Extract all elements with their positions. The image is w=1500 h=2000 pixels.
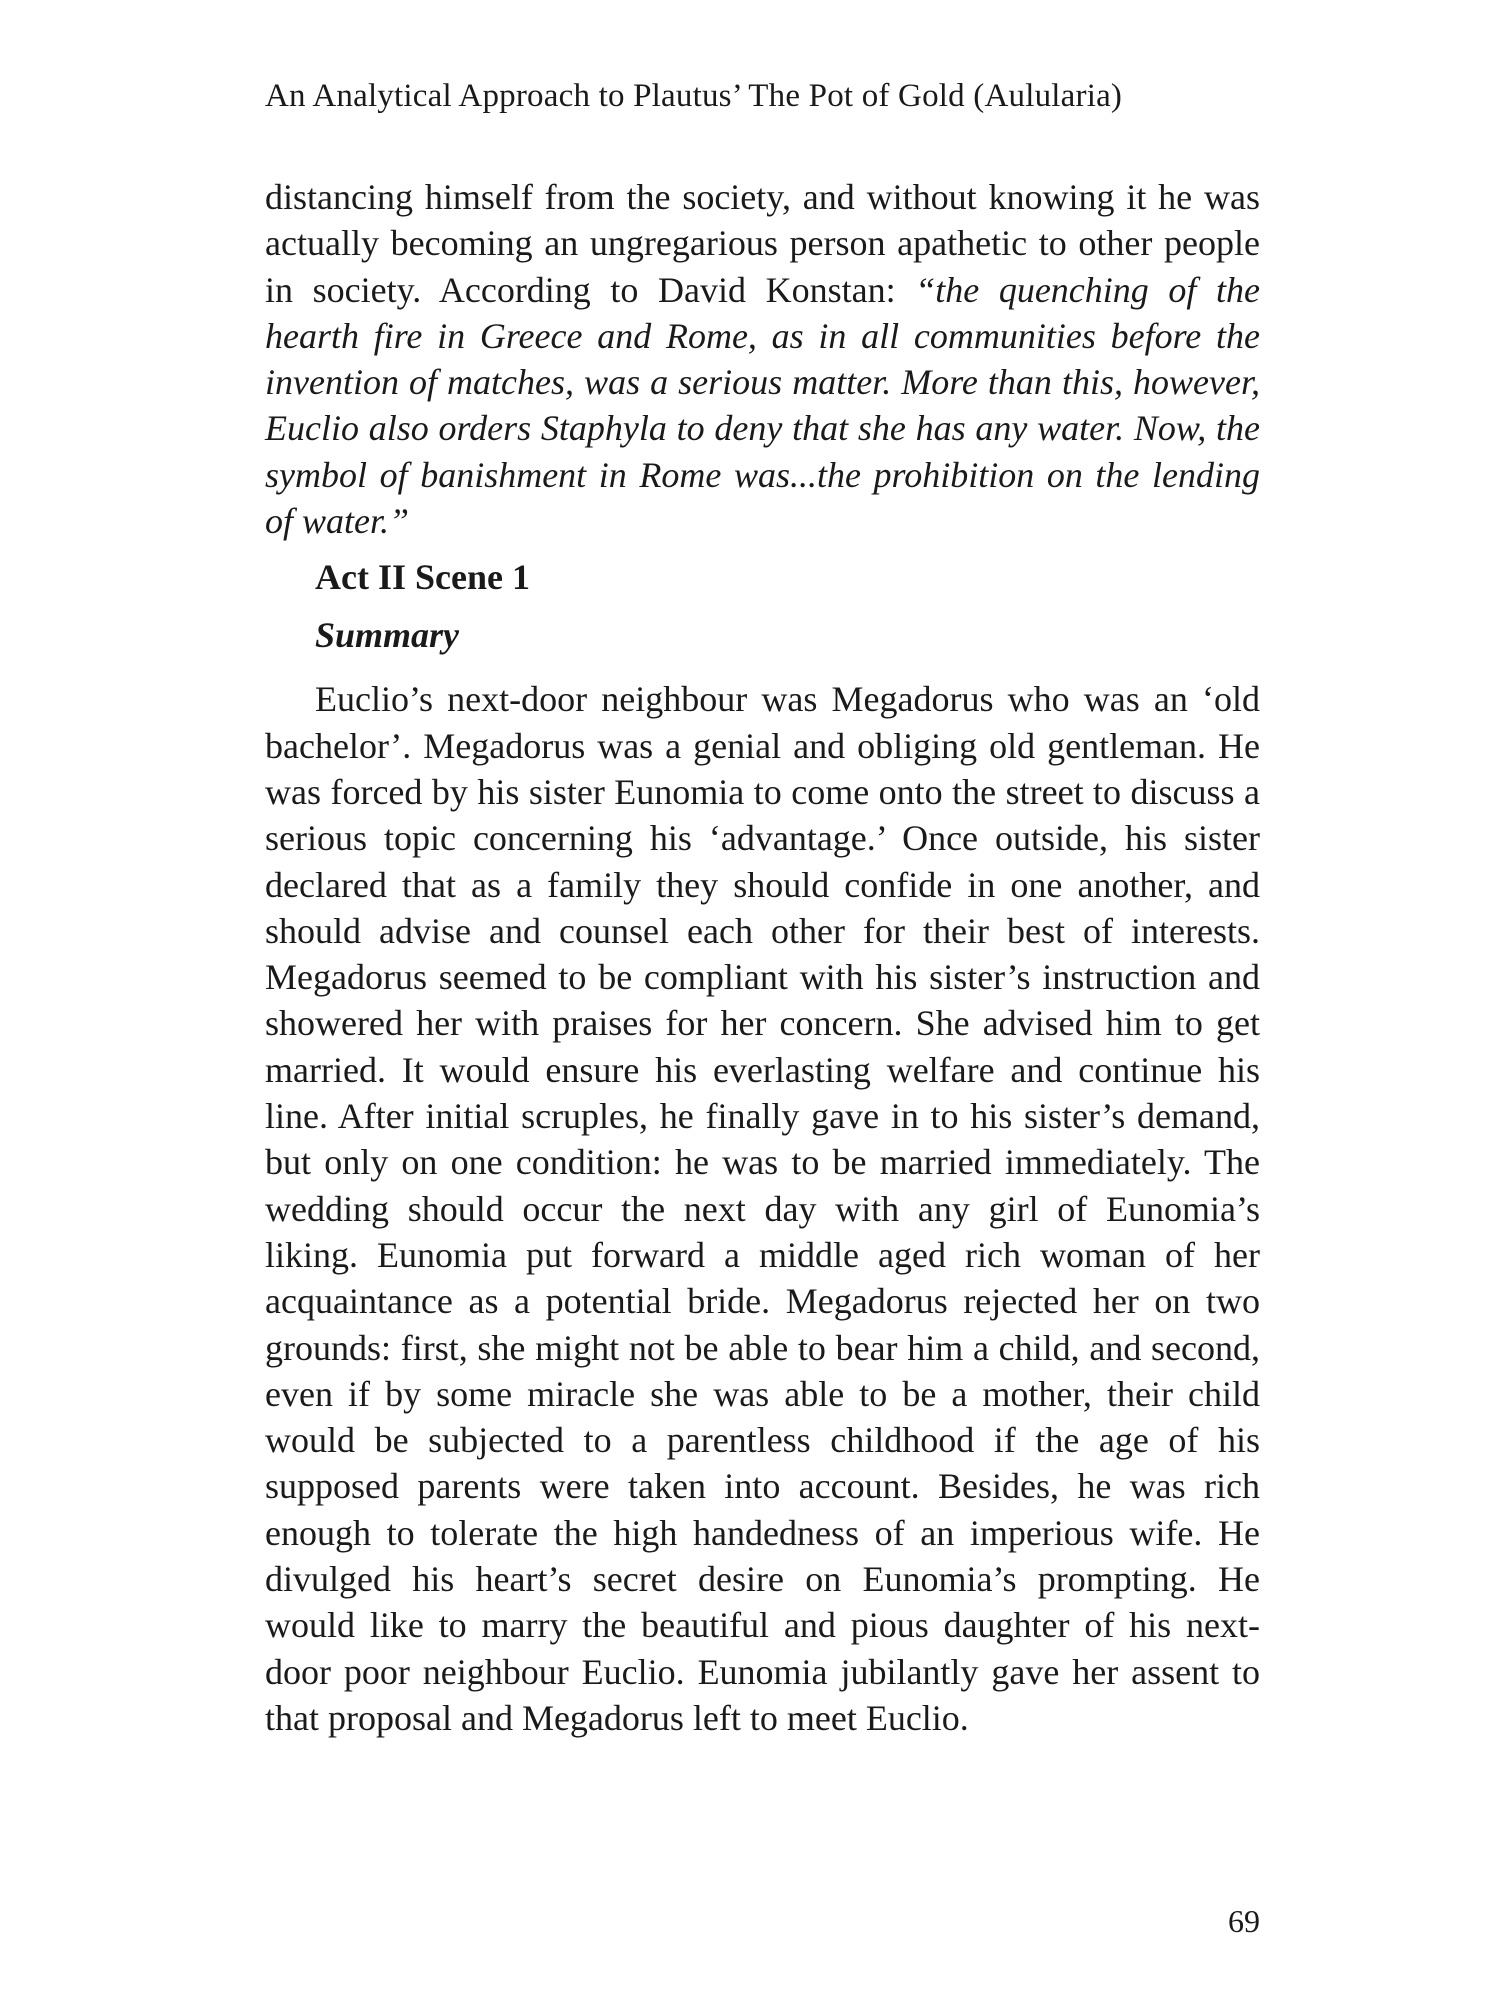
paragraph-plain-text: distancing himself from the society, and without knowing it he was actually becoming an ungregarious person apathetic to other people in society. According to David Konstan:	[265, 177, 1260, 310]
section-heading: Act II Scene 1	[315, 557, 530, 598]
page-number: 69	[1228, 1903, 1260, 1939]
section-subheading: Summary	[315, 615, 460, 656]
running-head: An Analytical Approach to Plautus’ The Pot of Gold (Aulularia)	[265, 78, 1123, 114]
body-text	[265, 174, 1260, 1741]
summary-paragraph: Euclio’s next-door neighbour was Megadorus who was an ‘old bachelor’. Megadorus was a genial and obliging old gentleman. He was forced by his sister Eunomia to come onto the street to discuss a serious topic concerning his ‘advantage.’ Once outside, his sister declared that as a family they should confide in one another, and should advise and counsel each other for their best of interests. Megadorus seemed to be compliant with his sister’s instruction and showered her with praises for her concern. She advised him to get married. It would ensure his everlasting welfare and continue his line. After initial scruples, he finally gave in to his sister’s demand, but only on one condition: he was to be married immediately. The wedding should occur the next day with any girl of Eunomia’s liking. Eunomia put forward a middle aged rich woman of her acquaintance as a potential bride. Megadorus rejected her on two grounds: first, she might not be able to bear him a child, and second, even if by some miracle she was able to be a mother, their child would be subjected to a parentless childhood if the age of his supposed parents were taken into account. Besides, he was rich enough to tolerate the high handedness of an imperious wife. He divulged his heart’s secret desire on Eunomia’s prompting. He would like to marry the beautiful and pious daughter of his next-door poor neighbour Euclio. Eunomia jubilantly gave her assent to that proposal and Megadorus left to meet Euclio.	[265, 679, 1260, 1738]
paragraph-continued	[265, 174, 1260, 544]
konstan-quote: “the quenching of the hearth fire in Greece and Rome, as in all communities before the invention of matches, was a serious matter. More than this, however, Euclio also orders Staphyla to deny that she has any water. Now, the symbol of banishment in Rome was...the prohibition on the lending of water.”	[265, 269, 1260, 542]
